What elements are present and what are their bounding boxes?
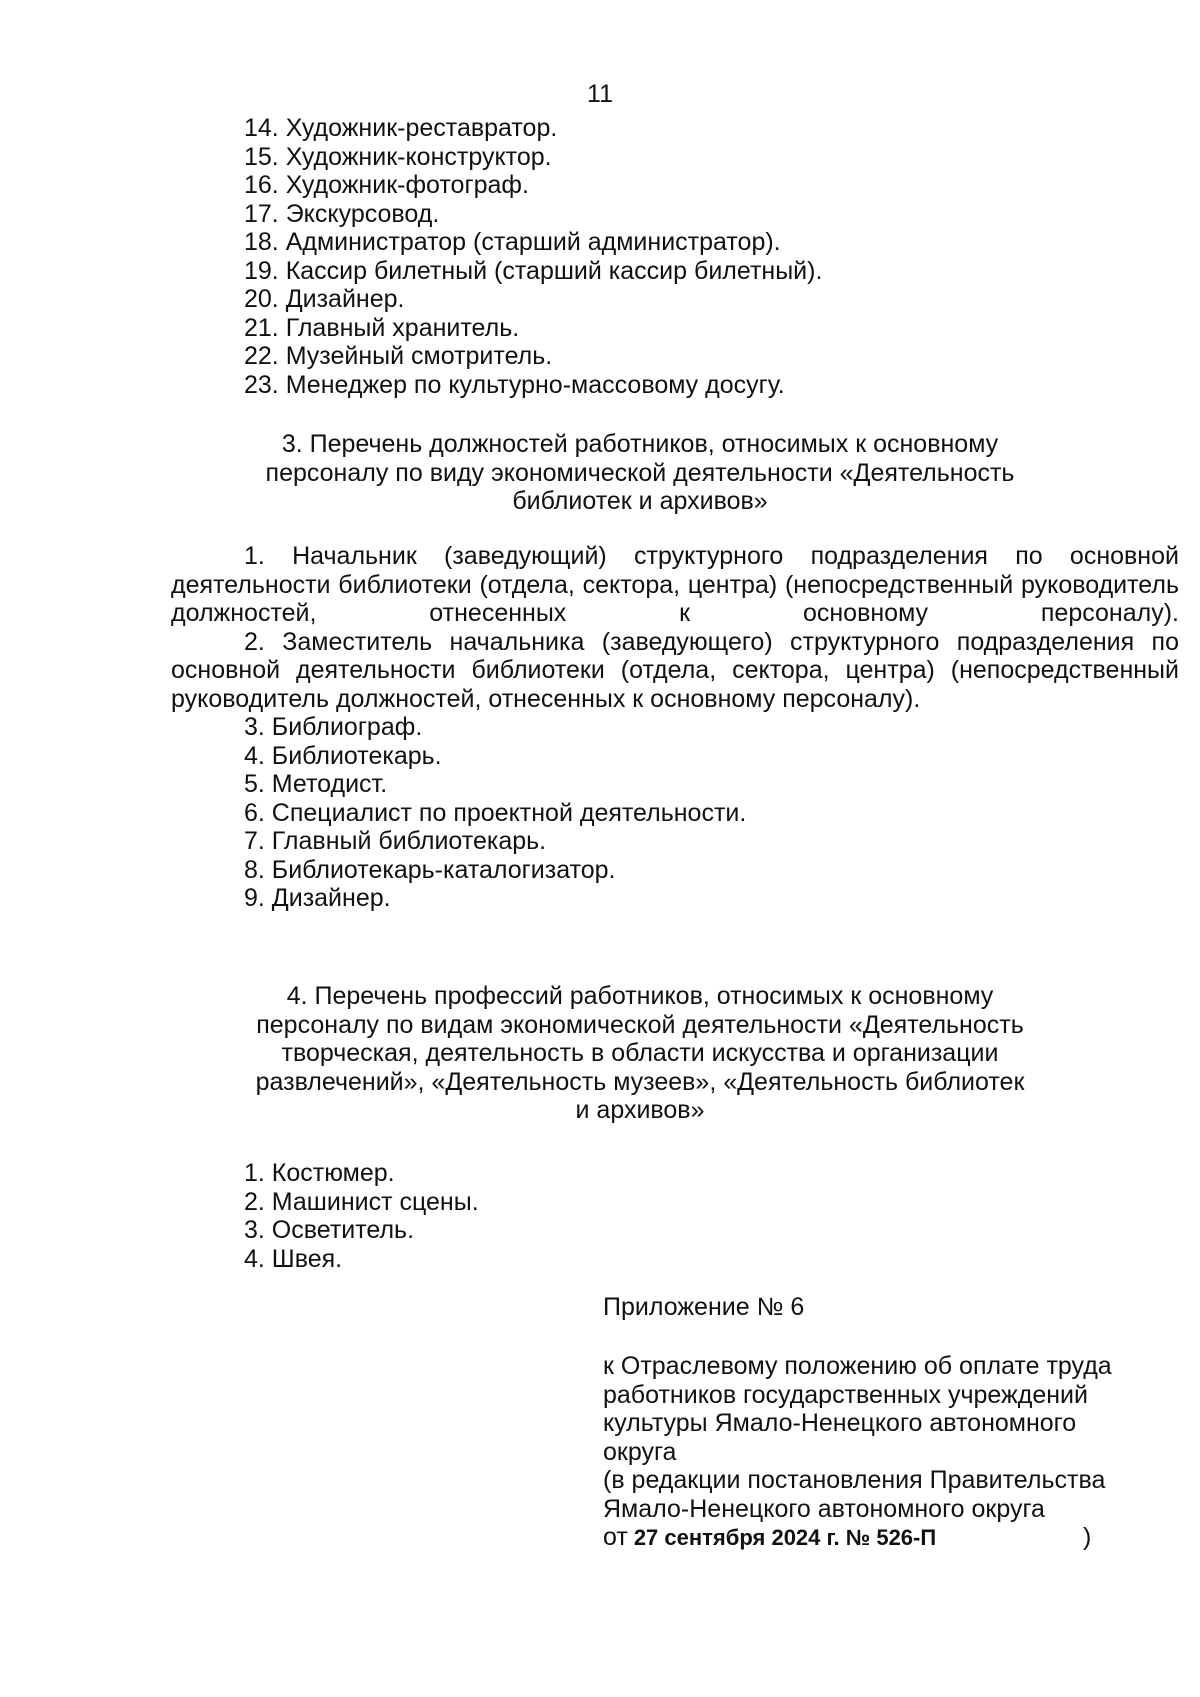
heading-line: и архивов»: [575, 1096, 705, 1124]
list-item: 2. Машинист сцены.: [244, 1187, 479, 1216]
heading-line: библиотек и архивов»: [512, 487, 768, 515]
appendix-block: [603, 1352, 1163, 1553]
heading-line: персоналу по виду экономической деятельности «Деятельность: [265, 458, 1015, 487]
list-item: 4. Швея.: [244, 1244, 343, 1273]
page-number: 11: [587, 80, 613, 108]
appendix-line: культуры Ямало-Ненецкого автономного: [603, 1409, 1077, 1437]
list-item: 23. Менеджер по культурно-массовому досугу.: [244, 370, 785, 399]
positions-list-libraries: [171, 542, 1179, 913]
list-item: 1. Начальник (заведующий) структурного подразделения по основной деятельности библиотеки (отдела, сектора, центра) (непосредственный руководитель должностей, отнесенных к основному персоналу).: [171, 542, 1179, 627]
appendix-title: Приложение № 6: [603, 1293, 805, 1321]
list-item: 21. Главный хранитель.: [244, 313, 520, 342]
section-4-heading: [230, 982, 1050, 1125]
list-item: 3. Библиограф.: [244, 713, 423, 741]
list-item: 2. Заместитель начальника (заведующего) структурного подразделения по основной деятельности библиотеки (отдела, сектора, центра) (непосредственный руководитель должностей, отнесенных к основному персоналу).: [171, 627, 1179, 713]
heading-line: творческая, деятельность в области искусства и организации: [281, 1039, 999, 1067]
list-item: 3. Осветитель.: [244, 1216, 415, 1244]
list-item: 19. Кассир билетный (старший кассир билетный).: [244, 256, 823, 285]
heading-line: персоналу по видам экономической деятельности «Деятельность: [256, 1010, 1024, 1039]
heading-line: 3. Перечень должностей работников, относимых к основному: [281, 430, 999, 458]
closing-parenthesis: ): [1083, 1523, 1092, 1551]
appendix-line: к Отраслевому положению об оплате труда: [603, 1352, 1112, 1380]
list-item: 20. Дизайнер.: [244, 285, 405, 313]
list-item: 1. Костюмер.: [244, 1159, 395, 1187]
resolution-date-number: 27 сентября 2024 г. № 526-П: [633, 1525, 937, 1550]
list-item: 6. Специалист по проектной деятельности.: [244, 798, 747, 827]
list-item: 16. Художник-фотограф.: [244, 171, 529, 199]
from-label: от: [603, 1523, 628, 1551]
list-item: 14. Художник-реставратор.: [244, 114, 558, 142]
appendix-date-line: [603, 1523, 1163, 1553]
list-item: 9. Дизайнер.: [244, 884, 391, 912]
list-item: 22. Музейный смотритель.: [244, 342, 553, 370]
list-item: 17. Экскурсовод.: [244, 199, 440, 228]
positions-list-museums: [244, 114, 822, 399]
section-3-heading: [230, 430, 1050, 516]
heading-line: 4. Перечень профессий работников, относимых к основному: [286, 982, 994, 1010]
appendix-line: Ямало-Ненецкого автономного округа: [603, 1494, 1045, 1523]
list-item: 15. Художник-конструктор.: [244, 142, 552, 171]
list-item: 5. Методист.: [244, 770, 388, 798]
list-item: 4. Библиотекарь.: [244, 741, 442, 770]
appendix-line: работников государственных учреждений: [603, 1380, 1088, 1409]
list-item: 7. Главный библиотекарь.: [244, 827, 547, 855]
professions-list: [244, 1159, 479, 1273]
appendix-line: округа: [603, 1437, 677, 1466]
list-item: 18. Администратор (старший администратор).: [244, 228, 781, 256]
heading-line: развлечений», «Деятельность музеев», «Деятельность библиотек: [255, 1067, 1025, 1096]
appendix-line: (в редакции постановления Правительства: [603, 1466, 1106, 1494]
list-item: 8. Библиотекарь-каталогизатор.: [244, 855, 616, 884]
